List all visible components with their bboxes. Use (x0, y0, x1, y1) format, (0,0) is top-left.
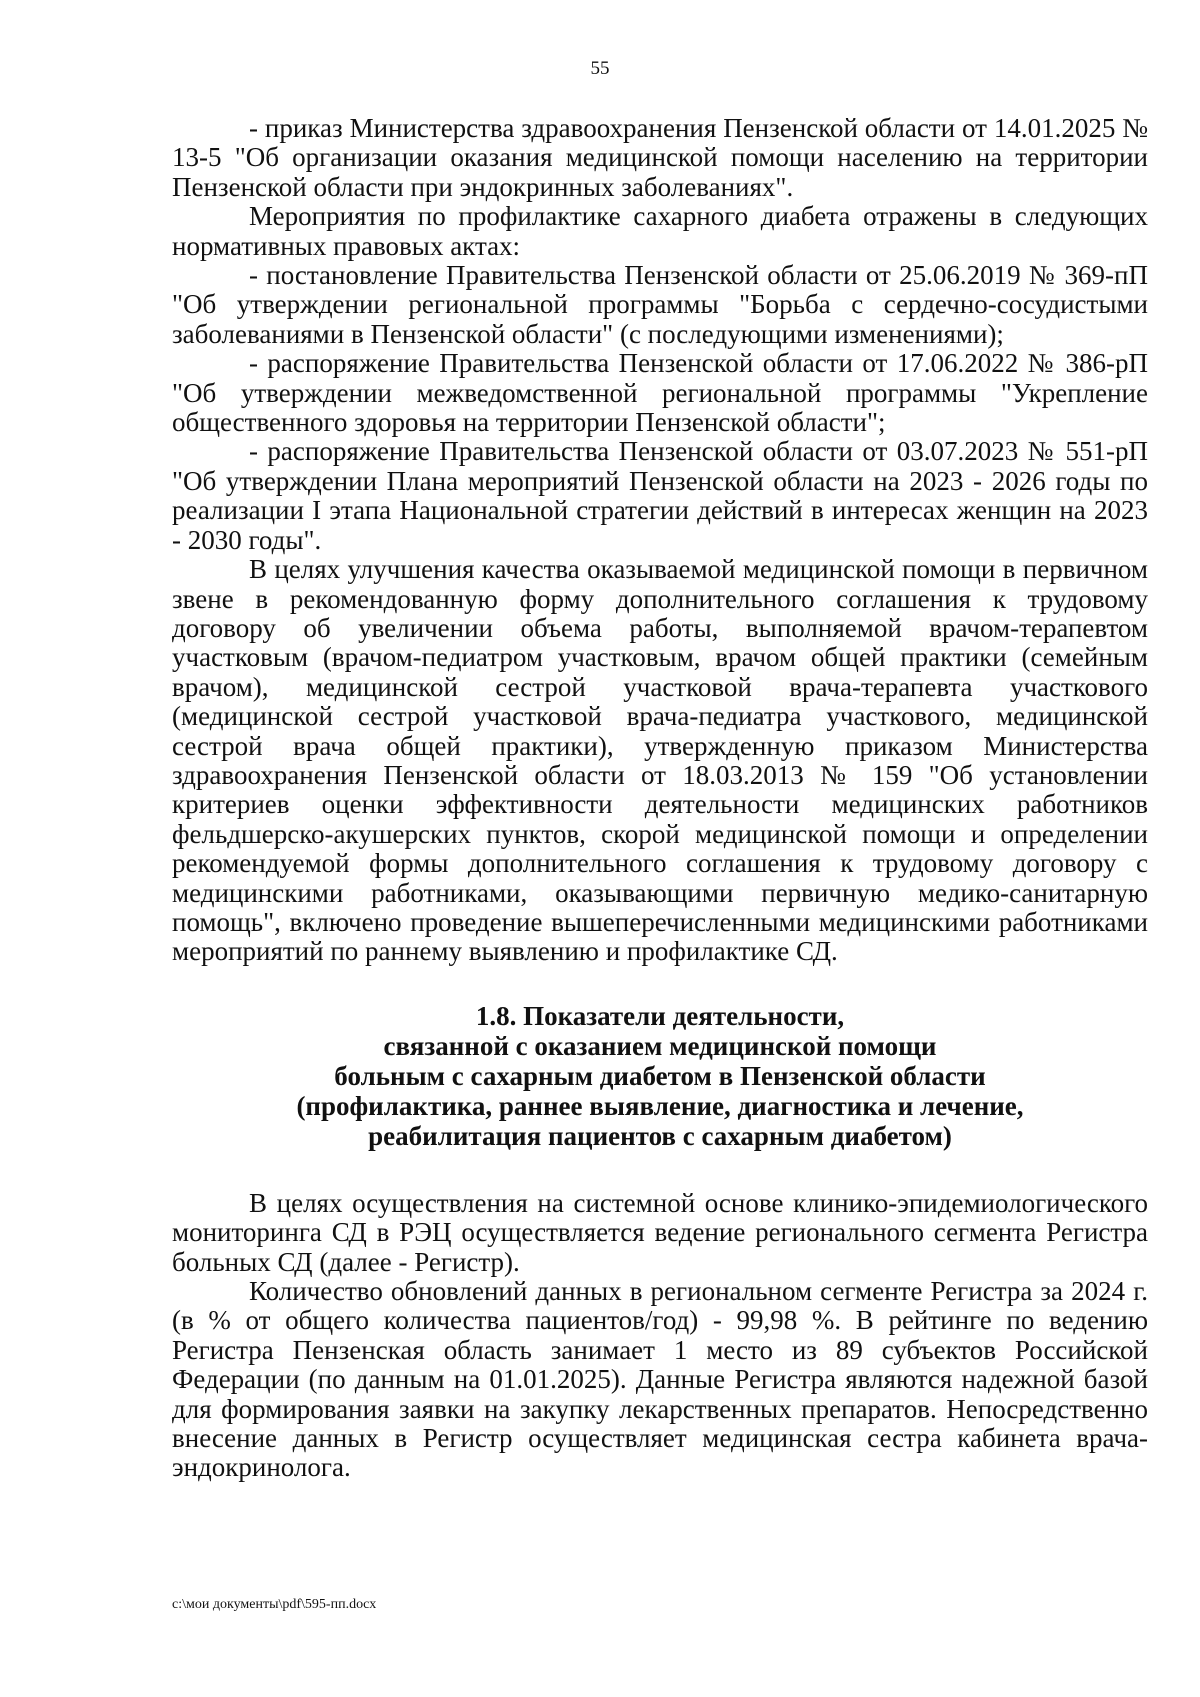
paragraph-registry-intro: В целях осуществления на системной основе клинико-эпидемиологического мониторинга СД в РЭЦ осуществляется ведение регионального сегмента Регистра больных СД (далее - Регистр). (172, 1187, 1148, 1277)
paragraph-order-minzdrav: - приказ Министерства здравоохранения Пензенской области от 14.01.2025 № 13-5 "Об организации оказания медицинской помощи населению на территории Пензенской области при эндокринных заболеваниях". (172, 113, 1148, 202)
paragraph-order-551: - распоряжение Правительства Пензенской области от 03.07.2023 № 551-рП "Об утверждении Плана мероприятий Пензенской области на 2023 - 2026 годы по реализации I этапа Национальной стратегии действий в интересах женщин на 2023 - 2030 годы". (172, 436, 1148, 555)
heading-line: 1.8. Показатели деятельности, (475, 1000, 845, 1031)
page-number: 55 (590, 58, 610, 79)
heading-line: связанной с оказанием медицинской помощи (383, 1030, 937, 1061)
paragraph-registry-stats: Количество обновлений данных в региональном сегменте Регистра за 2024 г. (в % от общего количества пациентов/год) - 99,98 %. В рейтинге по ведению Регистра Пензенская область занимает 1 место из 89 субъектов Российской Федерации (по данным на 01.01.2025). Данные Регистра являются надежной базой для формирования заявки на закупку лекарственных препаратов. Непосредственно внесение данных в Регистр осуществляет медицинская сестра кабинета врача-эндокринолога. (172, 1276, 1148, 1483)
document-body (172, 114, 1148, 1483)
section-heading (172, 1001, 1148, 1151)
paragraph-prevention-intro: Мероприятия по профилактике сахарного диабета отражены в следующих нормативных правовых актах: (172, 201, 1148, 261)
paragraph-primary-care: В целях улучшения качества оказываемой медицинской помощи в первичном звене в рекомендованную форму дополнительного соглашения к трудовому договору об увеличении объема работы, выполняемой врачом-терапевтом участковым (врачом-педиатром участковым, врачом общей практики (семейным врачом), медицинской сестрой участковой врача-терапевта участкового (медицинской сестрой участковой врача-педиатра участкового, медицинской сестрой врача общей практики), утвержденную приказом Министерства здравоохранения Пензенской области от 18.03.2013 № 159 "Об установлении критериев оценки эффективности деятельности медицинских работников фельдшерско-акушерских пунктов, скорой медицинской помощи и определении рекомендуемой формы дополнительного соглашения к трудовому договору с медицинскими работниками, оказывающими первичную медико-санитарную помощь", включено проведение вышеперечисленными медицинскими работниками мероприятий по раннему выявлению и профилактике СД. (172, 554, 1148, 967)
heading-line: (профилактика, раннее выявление, диагностика и лечение, (296, 1090, 1024, 1121)
file-path-footer: c:\мои документы\pdf\595-пп.docx (172, 1597, 377, 1612)
paragraph-order-386: - распоряжение Правительства Пензенской области от 17.06.2022 № 386-рП "Об утверждении межведомственной региональной программы "Укрепление общественного здоровья на территории Пензенской области"; (172, 348, 1148, 438)
paragraph-resolution-369: - постановление Правительства Пензенской области от 25.06.2019 № 369-пП "Об утверждении региональной программы "Борьба с сердечно-сосудистыми заболеваниями в Пензенской области" (с последующими изменениями); (172, 260, 1148, 349)
heading-line: больным с сахарным диабетом в Пензенской области (334, 1060, 986, 1091)
heading-line: реабилитация пациентов с сахарным диабетом) (368, 1120, 952, 1151)
